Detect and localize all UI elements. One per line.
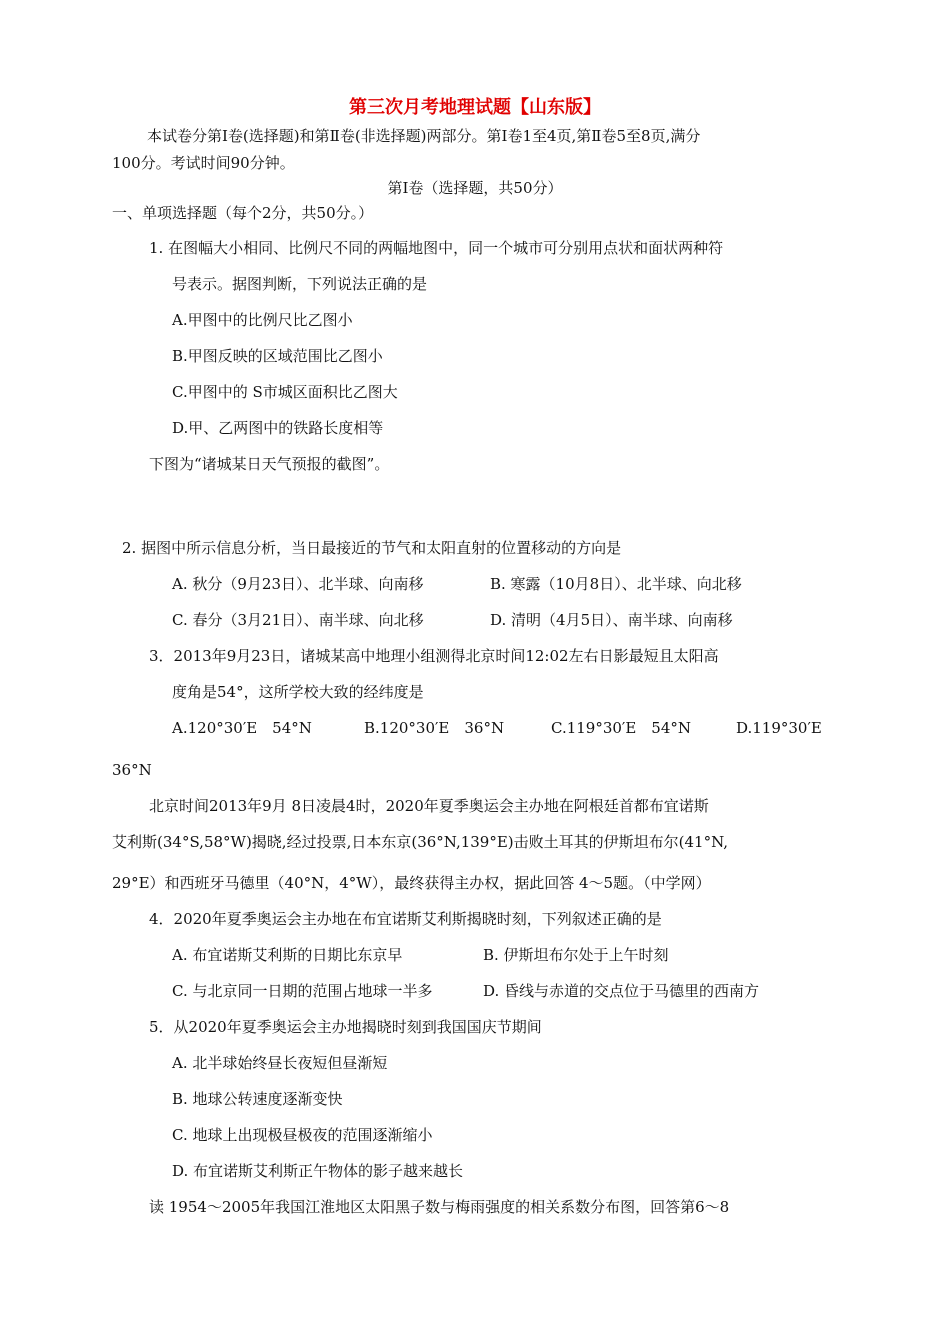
q4-option-c: C. 与北京同一日期的范围占地球一半多: [172, 982, 433, 1000]
q4-option-a: A. 布宜诺斯艾利斯的日期比东京早: [172, 946, 403, 964]
intro-line-2: 100分。考试时间90分钟。: [112, 154, 295, 172]
sunspot-passage-line: 读 1954～2005年我国江淮地区太阳黑子数与梅雨强度的相关系数分布图，回答第6～8: [149, 1198, 730, 1216]
q3-option-b: B.120°30′E 36°N: [364, 719, 505, 737]
q1-option-a: A.甲图中的比例尺比乙图小: [172, 311, 353, 329]
q5-option-b: B. 地球公转速度逐渐变快: [172, 1090, 343, 1108]
q3-option-c: C.119°30′E 54°N: [551, 719, 691, 737]
q4-option-b: B. 伊斯坦布尔处于上午时刻: [483, 946, 669, 964]
q1-stem-line-2: 号表示。据图判断，下列说法正确的是: [172, 275, 428, 293]
q3-option-d-continued: 36°N: [112, 761, 152, 779]
q3-option-d: D.119°30′E: [736, 719, 822, 737]
q3-option-a: A.120°30′E 54°N: [172, 719, 312, 737]
q5-option-c: C. 地球上出现极昼极夜的范围逐渐缩小: [172, 1126, 433, 1144]
olympic-passage-line-1: 北京时间2013年9月 8日凌晨4时，2020年夏季奥运会主办地在阿根廷首都布宜诺斯: [149, 797, 709, 815]
olympic-passage-line-3: 29°E）和西班牙马德里（40°N，4°W），最终获得主办权，据此回答 4～5题。（中学网）: [112, 874, 711, 892]
q3-stem-line-2: 度角是54°，这所学校大致的经纬度是: [172, 683, 424, 701]
q5-stem: 5．从2020年夏季奥运会主办地揭晓时刻到我国国庆节期间: [149, 1018, 542, 1036]
q1-stem-line-1: 1. 在图幅大小相同、比例尺不同的两幅地图中，同一个城市可分别用点状和面状两种符: [149, 239, 724, 257]
weather-figure-intro: 下图为“诸城某日天气预报的截图”。: [149, 455, 390, 473]
q1-option-b: B.甲图反映的区域范围比乙图小: [172, 347, 383, 365]
q4-stem: 4．2020年夏季奥运会主办地在布宜诺斯艾利斯揭晓时刻，下列叙述正确的是: [149, 910, 662, 928]
section1-heading: 一、单项选择题（每个2分，共50分。）: [112, 204, 374, 222]
q1-option-c: C.甲图中的 S市城区面积比乙图大: [172, 383, 398, 401]
q5-option-d: D. 布宜诺斯艾利斯正午物体的影子越来越长: [172, 1162, 464, 1180]
q2-option-d: D. 清明（4月5日）、南半球、向南移: [490, 611, 733, 629]
q1-option-d: D.甲、乙两图中的铁路长度相等: [172, 419, 384, 437]
olympic-passage-line-2: 艾利斯(34°S,58°W)揭晓,经过投票,日本东京(36°N,139°E)击败土耳其的伊斯坦布尔(41°N,: [112, 833, 729, 851]
q2-option-b: B. 寒露（10月8日）、北半球、向北移: [490, 575, 742, 593]
q2-option-c: C. 春分（3月21日）、南半球、向北移: [172, 611, 424, 629]
q2-stem: 2. 据图中所示信息分析，当日最接近的节气和太阳直射的位置移动的方向是: [122, 539, 622, 557]
q5-option-a: A. 北半球始终昼长夜短但昼渐短: [172, 1054, 388, 1072]
intro-line-1: 本试卷分第Ⅰ卷(选择题)和第Ⅱ卷(非选择题)两部分。第Ⅰ卷1至4页,第Ⅱ卷5至8页,满分: [147, 127, 701, 145]
q2-option-a: A. 秋分（9月23日）、北半球、向南移: [172, 575, 424, 593]
part1-heading: 第Ⅰ卷（选择题，共50分）: [387, 179, 563, 197]
exam-title: 第三次月考地理试题【山东版】: [349, 97, 601, 118]
q3-stem-line-1: 3．2013年9月23日，诸城某高中地理小组测得北京时间12:02左右日影最短且太阳高: [149, 647, 719, 665]
q4-option-d: D. 昏线与赤道的交点位于马德里的西南方: [483, 982, 760, 1000]
